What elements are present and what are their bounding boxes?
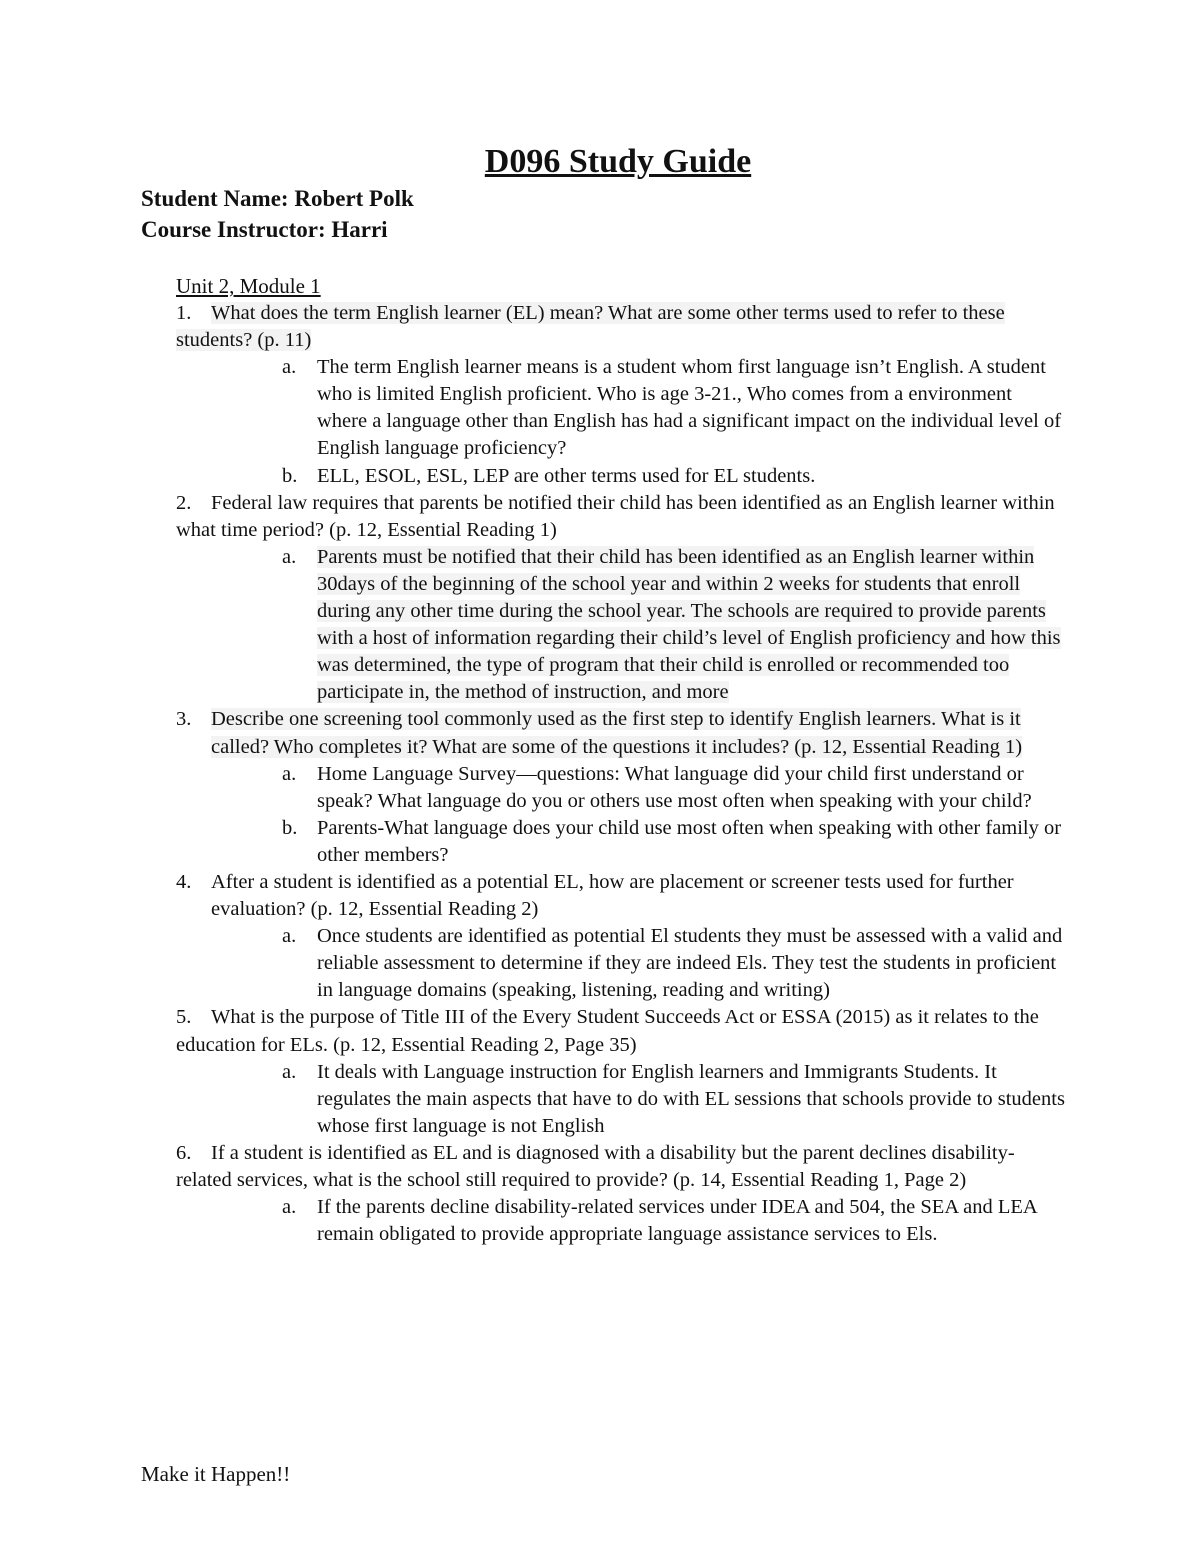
answer-letter: b.: [282, 816, 298, 839]
student-name: Student Name: Robert Polk: [141, 186, 414, 211]
question-4: [176, 869, 1066, 923]
answer-text: ELL, ESOL, ESL, LEP are other terms used for EL students.: [317, 464, 816, 487]
answer-text: Parents-What language does your child use most often when speaking with other family or other members?: [317, 816, 1062, 866]
page-footer: Make it Happen!!: [141, 1462, 291, 1486]
question-5: [176, 1004, 1066, 1058]
answer-letter: a.: [282, 545, 297, 568]
answer-text: Home Language Survey—questions: What language did your child first understand or speak? What language do you or others use most often when speaking with your child?: [317, 762, 1032, 812]
question-number: 6.: [176, 1141, 192, 1164]
question-number: 4.: [176, 870, 192, 893]
question-number: 2.: [176, 491, 192, 514]
answer-1b: [176, 463, 1066, 490]
course-instructor: Course Instructor: Harri: [141, 217, 388, 242]
question-number: 3.: [176, 708, 192, 731]
unit-heading: Unit 2, Module 1: [176, 274, 321, 298]
answer-text: Parents must be notified that their child has been identified as an English learner within 30days of the beginning of the school year and within 2 weeks for students that enroll during any other time during the school year. The schools are required to provide parents with a host of information regarding their child’s level of English proficiency and how this was determined, the type of program that their child is enrolled or recommended too participate in, the method of instruction, and more: [317, 545, 1061, 704]
answer-5a: [176, 1059, 1066, 1140]
document-title: D096 Study Guide: [484, 143, 752, 180]
answer-2a: [176, 544, 1066, 707]
answer-letter: a.: [282, 925, 297, 948]
question-3: [176, 706, 1066, 760]
answer-4a: [176, 923, 1066, 1004]
answer-letter: b.: [282, 464, 298, 487]
question-text: What is the purpose of Title III of the Every Student Succeeds Act or ESSA (2015) as it relates to the education for ELs. (p. 12, Essential Reading 2, Page 35): [176, 1006, 1039, 1056]
answer-text: It deals with Language instruction for English learners and Immigrants Students. It regulates the main aspects that have to do with EL sessions that schools provide to students whose first language is not English: [317, 1060, 1065, 1137]
question-text: Federal law requires that parents be notified their child has been identified as an English learner within what time period? (p. 12, Essential Reading 1): [176, 491, 1055, 541]
answer-letter: a.: [282, 356, 297, 379]
answer-1a: [176, 354, 1066, 462]
answer-letter: a.: [282, 1196, 297, 1219]
question-text: Describe one screening tool commonly used as the first step to identify English learners. What is it called? Who completes it? What are some of the questions it includes? (p. 12, Essential Reading 1): [211, 708, 1023, 758]
question-text: If a student is identified as EL and is diagnosed with a disability but the parent declines disability-related services, what is the school still required to provide? (p. 14, Essential Reading 1, Page 2): [176, 1141, 1015, 1191]
question-text: What does the term English learner (EL) mean? What are some other terms used to refer to these students? (p. 11): [176, 302, 1005, 352]
answer-text: If the parents decline disability-related services under IDEA and 504, the SEA and LEA remain obligated to provide appropriate language assistance services to Els.: [317, 1196, 1037, 1246]
answer-letter: a.: [282, 762, 297, 785]
answer-6a: [176, 1194, 1066, 1248]
question-1: [176, 300, 1066, 354]
answer-letter: a.: [282, 1060, 297, 1083]
question-number: 1.: [176, 302, 192, 324]
question-6: [176, 1140, 1066, 1194]
question-2: [176, 490, 1066, 544]
answer-text: Once students are identified as potential El students they must be assessed with a valid and reliable assessment to determine if they are indeed Els. They test the students in proficient in language domains (speaking, listening, reading and writing): [317, 925, 1063, 1002]
question-number: 5.: [176, 1006, 192, 1029]
answer-3a: [176, 761, 1066, 815]
question-text: After a student is identified as a potential EL, how are placement or screener tests used for further evaluation? (p. 12, Essential Reading 2): [211, 870, 1014, 921]
answer-text: The term English learner means is a student whom first language isn’t English. A student who is limited English proficient. Who is age 3-21., Who comes from a environment where a language other than English has had a significant impact on the individual level of English language proficiency?: [317, 356, 1062, 460]
study-guide-content: [176, 272, 1066, 1248]
answer-3b: [176, 815, 1066, 869]
